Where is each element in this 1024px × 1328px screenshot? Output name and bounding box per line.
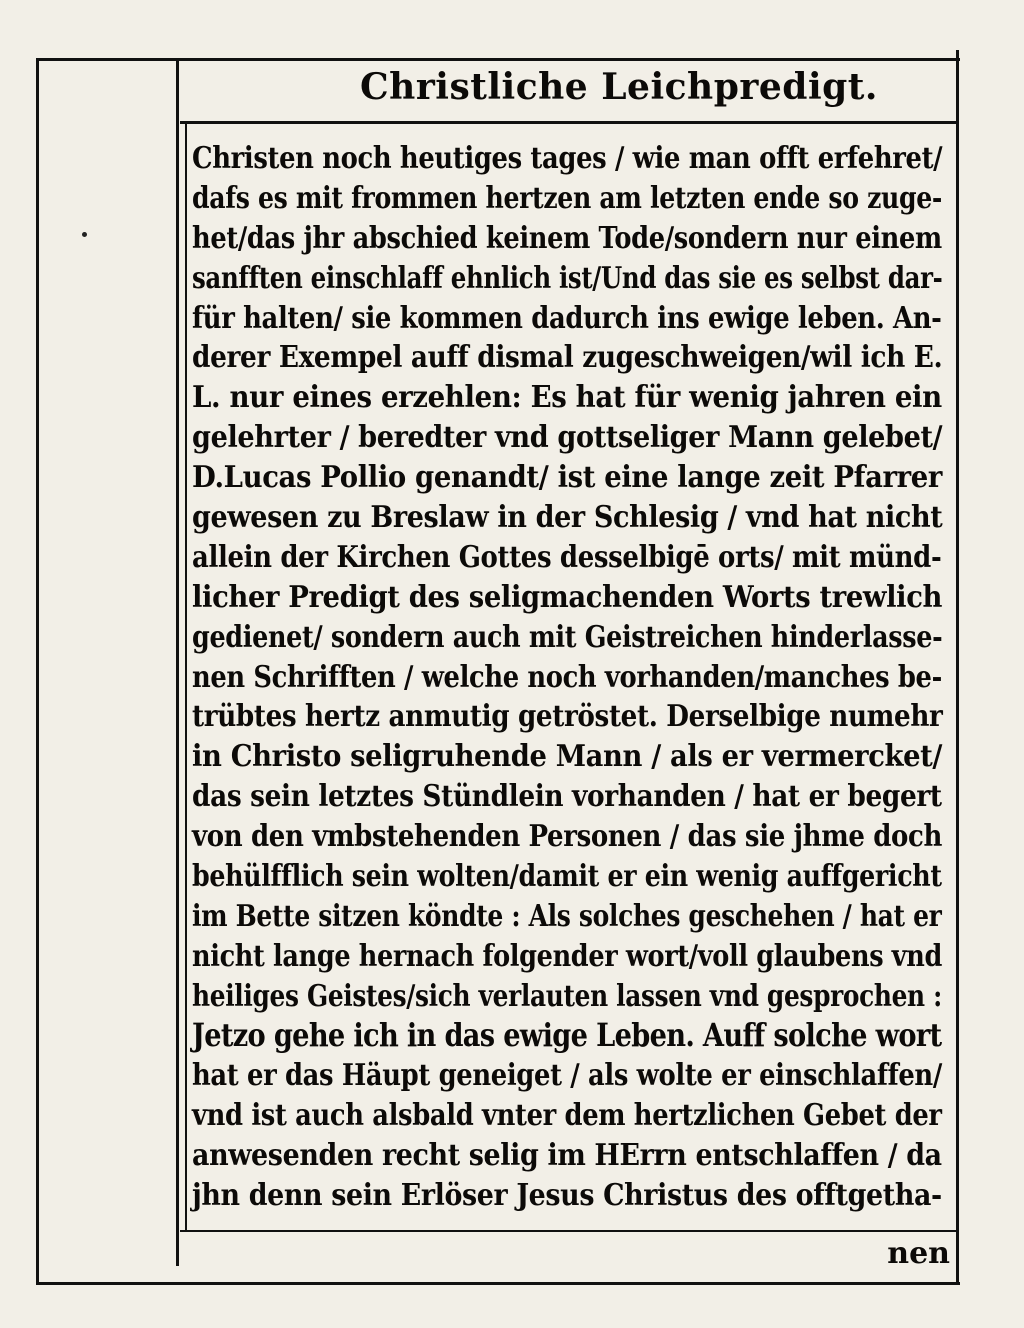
text-line: nen Schrifften / welche noch vorhanden/manches be- — [192, 658, 942, 694]
text-line: dafs es mit frommen hertzen am letzten ende so zuge- — [192, 179, 943, 215]
text-line: trübtes hertz anmutig getröstet. Derselbige numehr — [192, 698, 943, 734]
text-line: vnd ist auch alsbald vnter dem hertzlichen Gebet der — [192, 1097, 942, 1133]
text-line: L. nur eines erzehlen: Es hat für wenig jahren ein — [192, 379, 942, 415]
top-rule — [36, 58, 960, 61]
text-line: in Christo seligruhende Mann / als er vermercket/ — [192, 738, 943, 774]
text-line: das sein letztes Stündlein vorhanden / hat er begert — [192, 778, 942, 814]
body-text — [192, 138, 942, 1215]
text-line: für halten/ sie kommen dadurch ins ewige leben. An- — [192, 299, 942, 335]
text-line: anwesenden recht selig im HErrn entschlaffen / da — [192, 1137, 942, 1173]
text-line: gewesen zu Breslaw in der Schlesig / vnd hat nicht — [192, 499, 943, 535]
text-line: licher Predigt des seligmachenden Worts trewlich — [192, 578, 943, 614]
left-inner-rule — [176, 60, 179, 1266]
running-head: Christliche Leichpredigt. — [360, 66, 878, 108]
right-rule — [956, 50, 959, 1284]
text-line: nicht lange hernach folgender wort/voll glaubens vnd — [192, 937, 943, 973]
text-line: allein der Kirchen Gottes desselbigē orts/ mit münd- — [192, 538, 942, 574]
catchword: nen — [887, 1236, 950, 1271]
text-line: von den vmbstehenden Personen / das sie jhme doch — [192, 818, 943, 854]
header-rule — [180, 121, 956, 124]
left-outer-rule — [36, 58, 39, 1284]
text-line: gelehrter / beredter vnd gottseliger Mann gelebet/ — [192, 419, 943, 455]
text-line: sanfften einschlaff ehnlich ist/Und das sie es selbst dar- — [192, 259, 943, 295]
margin-mark — [82, 232, 87, 237]
text-line: derer Exempel auff dismal zugeschweigen/wil ich E. — [192, 339, 943, 375]
footer-rule — [180, 1230, 956, 1232]
text-line: D.Lucas Pollio genandt/ ist eine lange zeit Pfarrer — [192, 459, 942, 495]
text-line-emphasized: Jetzo gehe ich in das ewige Leben. Auff solche wort — [192, 1015, 942, 1054]
text-line: hat er das Häupt geneiget / als wolte er einschlaffen/ — [192, 1057, 942, 1093]
text-line: heiliges Geistes/sich verlauten lassen vnd gesprochen : — [192, 977, 942, 1013]
text-line: het/das jhr abschied keinem Tode/sondern nur einem — [192, 219, 942, 255]
text-line: Christen noch heutiges tages / wie man offt erfehret/ — [192, 140, 943, 175]
text-left-rule — [185, 122, 187, 1230]
text-line: behülfflich sein wolten/damit er ein wenig auffgericht — [192, 858, 942, 894]
text-line: gedienet/ sondern auch mit Geistreichen hinderlasse- — [192, 618, 943, 654]
bottom-rule — [36, 1282, 960, 1285]
text-line: jhn denn sein Erlöser Jesus Christus des offtgetha- — [192, 1177, 942, 1213]
text-line: im Bette sitzen köndte : Als solches geschehen / hat er — [192, 897, 942, 933]
